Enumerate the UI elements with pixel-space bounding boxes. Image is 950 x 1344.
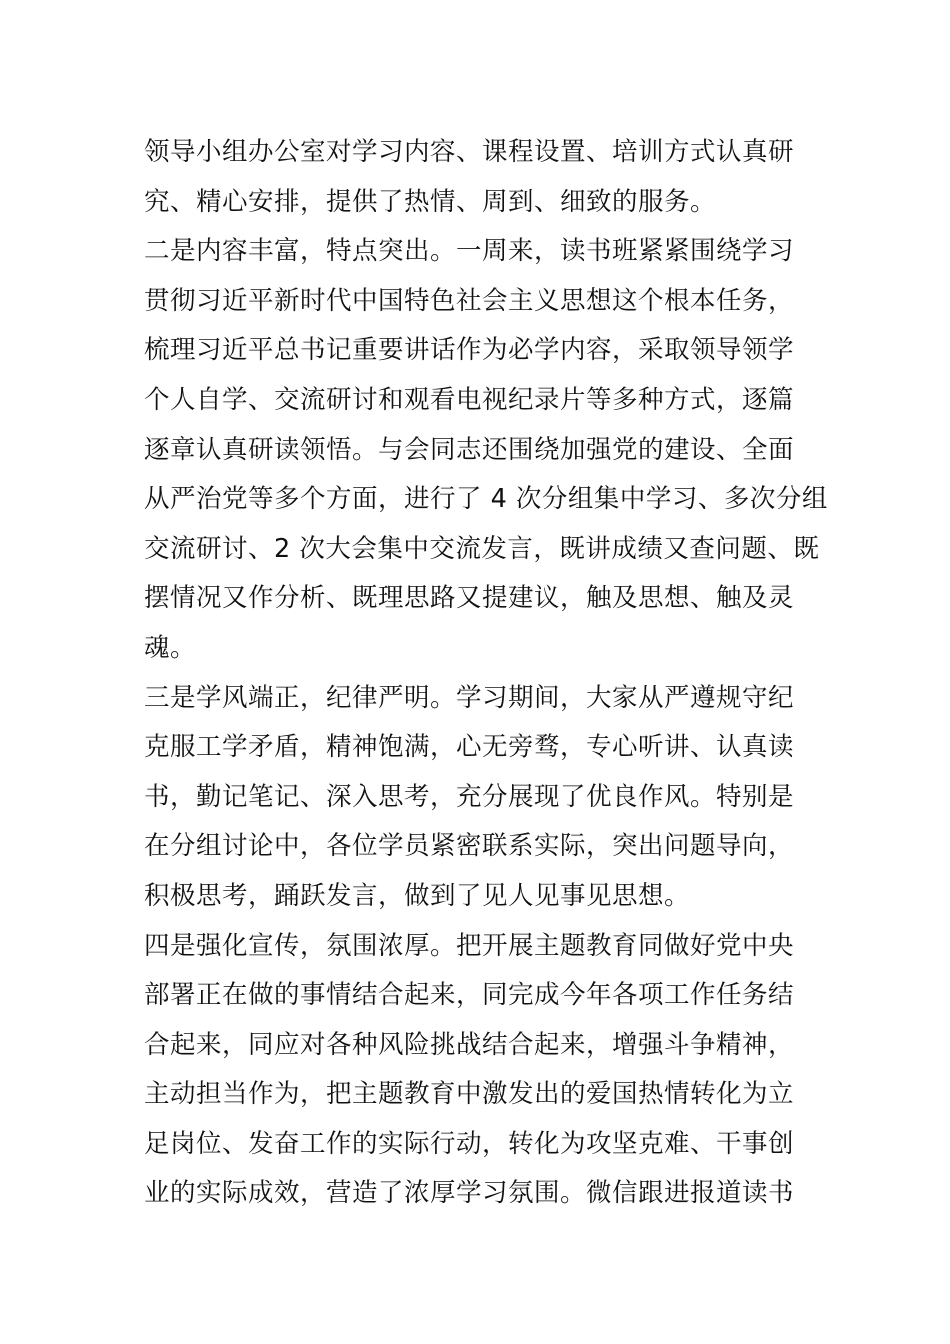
text-line: 书，勤记笔记、深入思考，充分展现了优良作风。特别是 bbox=[144, 781, 795, 812]
text-line: 四是强化宣传，氛围浓厚。把开展主题教育同做好党中央 bbox=[144, 930, 795, 961]
text-line: 摆情况又作分析、既理思路又提建议，触及思想、触及灵 bbox=[144, 583, 795, 614]
text-line: 交流研讨、2 次大会集中交流发言，既讲成绩又查问题、既 bbox=[144, 533, 820, 564]
text-line: 魂。 bbox=[144, 632, 197, 663]
text-line: 足岗位、发奋工作的实际行动，转化为攻坚克难、干事创 bbox=[144, 1128, 795, 1159]
text-line: 领导小组办公室对学习内容、课程设置、培训方式认真研 bbox=[144, 137, 795, 167]
text-line: 从严治党等多个方面，进行了 4 次分组集中学习、多次分组 bbox=[144, 484, 828, 515]
text-line: 克服工学矛盾，精神饱满，心无旁骛，专心听讲、认真读 bbox=[144, 732, 795, 763]
body-text bbox=[144, 128, 828, 1219]
text-line: 二是内容丰富，特点突出。一周来，读书班紧紧围绕学习 bbox=[144, 236, 795, 267]
text-line: 三是学风端正，纪律严明。学习期间，大家从严遵规守纪 bbox=[144, 682, 795, 713]
text-line: 部署正在做的事情结合起来，同完成今年各项工作任务结 bbox=[144, 980, 795, 1011]
text-line: 积极思考，踊跃发言，做到了见人见事见思想。 bbox=[144, 880, 691, 911]
text-line: 在分组讨论中，各位学员紧密联系实际，突出问题导向， bbox=[144, 831, 795, 862]
text-line: 个人自学、交流研讨和观看电视纪录片等多种方式，逐篇 bbox=[144, 384, 795, 415]
text-line: 业的实际成效，营造了浓厚学习氛围。微信跟进报道读书 bbox=[144, 1178, 795, 1209]
text-line: 逐章认真研读领悟。与会同志还围绕加强党的建设、全面 bbox=[144, 434, 795, 465]
text-line: 主动担当作为，把主题教育中激发出的爱国热情转化为立 bbox=[144, 1079, 795, 1110]
text-line: 究、精心安排，提供了热情、周到、细致的服务。 bbox=[144, 186, 717, 217]
text-line: 梳理习近平总书记重要讲话作为必学内容，采取领导领学 bbox=[144, 335, 795, 366]
text-line: 贯彻习近平新时代中国特色社会主义思想这个根本任务， bbox=[144, 285, 795, 316]
text-line: 合起来，同应对各种风险挑战结合起来，增强斗争精神， bbox=[144, 1029, 795, 1060]
